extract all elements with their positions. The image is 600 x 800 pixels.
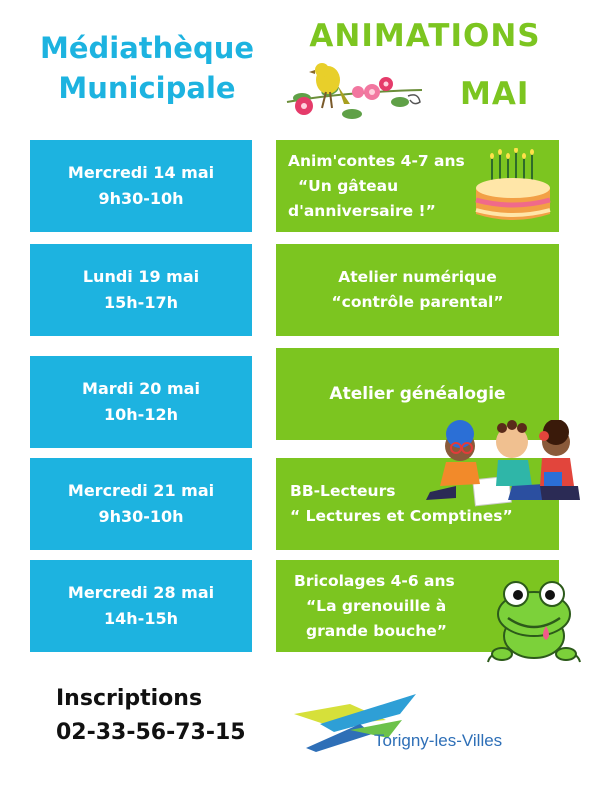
event-line: “ Lectures et Comptines” [290,507,513,525]
animations-title-line1: ANIMATIONS [309,18,541,54]
event-date-box [30,560,252,652]
event-line: Atelier numérique [338,268,497,286]
event-date-box [30,356,252,448]
library-title [22,28,272,108]
children-reading-illustration [416,420,586,510]
event-line: grande bouche” [306,621,447,640]
event-date: Mercredi 21 mai [67,481,215,500]
event-time: 10h-12h [104,405,178,424]
library-title-line1: Médiathèque [39,31,255,65]
event-line: “Un gâteau [298,176,399,195]
event-time: 9h30-10h [98,507,184,526]
library-title-line2: Municipale [58,71,236,105]
event-line: Bricolages 4-6 ans [294,571,455,590]
event-line: “La grenouille à [306,596,447,615]
event-time: 14h-15h [104,609,178,628]
bird-flowers-illustration [282,62,432,132]
event-time: 15h-17h [104,293,178,312]
animations-title-line2: MAI [460,76,530,112]
event-line: BB-Lecteurs [290,482,396,500]
event-line: d'anniversaire !” [288,201,436,220]
event-date-box [30,244,252,336]
animations-title [270,16,570,112]
event-date: Lundi 19 mai [82,267,200,286]
registration-info [56,682,246,750]
inscriptions-label: Inscriptions [56,686,203,711]
event-line: Atelier généalogie [329,383,506,404]
event-time: 9h30-10h [98,189,184,208]
event-date-box [30,458,252,550]
event-date: Mardi 20 mai [82,379,200,398]
torigny-logo-text: Torigny-les-Villes [374,731,503,750]
frog-illustration [484,574,584,666]
event-date: Mercredi 14 mai [67,163,215,182]
event-description-box [276,244,559,336]
event-date: Mercredi 28 mai [67,583,215,602]
event-line: Anim'contes 4-7 ans [288,151,465,170]
event-date-box [30,140,252,232]
birthday-cake-illustration [472,148,554,226]
event-line: “contrôle parental” [331,293,504,311]
phone-number: 02-33-56-73-15 [56,720,246,745]
